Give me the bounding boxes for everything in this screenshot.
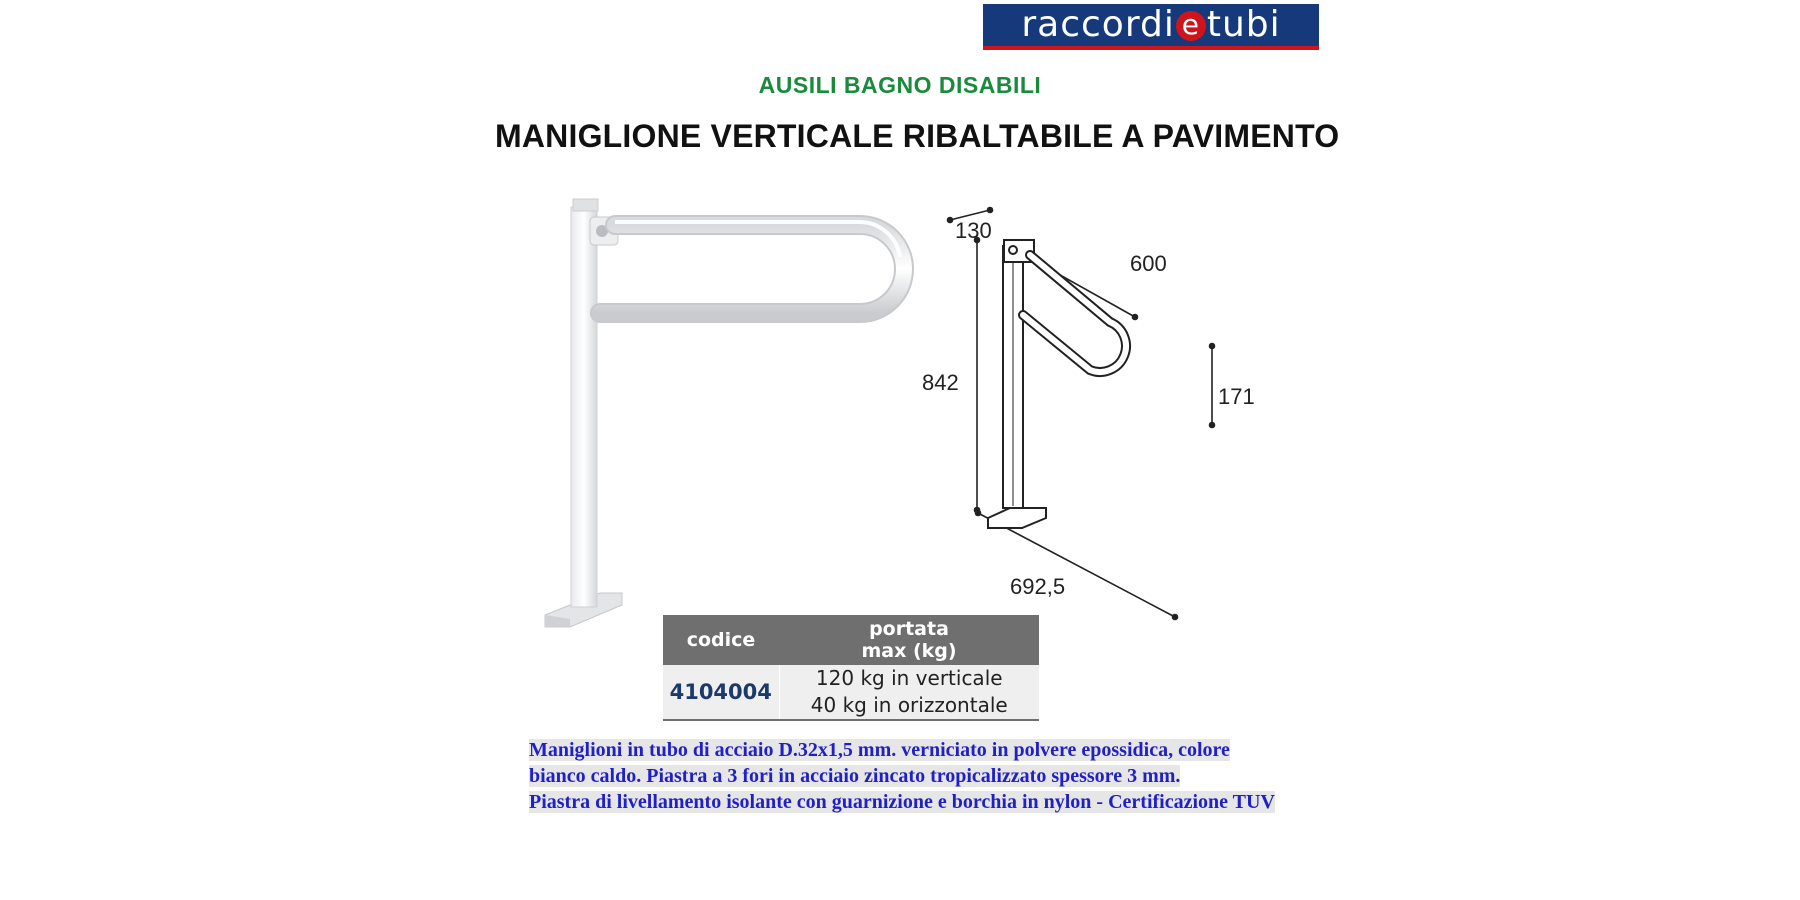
spec-table <box>663 615 1039 721</box>
logo-part-tubi: tubi <box>1206 4 1281 45</box>
header-code: codice <box>663 615 779 665</box>
category-heading <box>0 72 1800 99</box>
description-paragraph-1 <box>529 737 1289 789</box>
header-load-line1: portata <box>869 618 949 640</box>
dim-130: 130 <box>955 218 992 243</box>
dim-692-5: 692,5 <box>1010 574 1066 599</box>
header-load <box>779 615 1039 665</box>
product-photo <box>530 195 930 635</box>
logo-part-raccordi: raccordi <box>1021 4 1175 45</box>
logo-text <box>1021 4 1281 45</box>
dim-842: 842 <box>922 370 959 395</box>
product-title: MANIGLIONE VERTICALE RIBALTABILE A PAVIMENTO <box>495 118 1340 154</box>
brand-logo <box>983 4 1319 50</box>
technical-drawing <box>900 200 1280 640</box>
cell-load-line1: 120 kg in verticale <box>815 666 1003 690</box>
header-load-line2: max (kg) <box>861 640 957 662</box>
cell-load-line2: 40 kg in orizzontale <box>810 693 1008 717</box>
dim-600: 600 <box>1130 251 1167 276</box>
table-row <box>663 665 1039 720</box>
description-text-2: Piastra di livellamento isolante con guarnizione e borchia in nylon - Certificazione TUV <box>529 791 1275 813</box>
description-paragraph-2 <box>529 789 1289 815</box>
logo-part-e: e <box>1176 11 1206 41</box>
cell-code: 4104004 <box>663 665 779 720</box>
description-text-1: Maniglioni in tubo di acciaio D.32x1,5 mm. verniciato in polvere epossidica, colore bianco caldo. Piastra a 3 fori in acciaio zincato tropicalizzato spessore 3 mm. <box>529 739 1230 787</box>
table-header-row <box>663 615 1039 665</box>
product-description <box>529 737 1289 815</box>
dim-171: 171 <box>1218 384 1255 409</box>
category-text: AUSILI BAGNO DISABILI <box>758 72 1042 98</box>
cell-load <box>779 665 1039 720</box>
